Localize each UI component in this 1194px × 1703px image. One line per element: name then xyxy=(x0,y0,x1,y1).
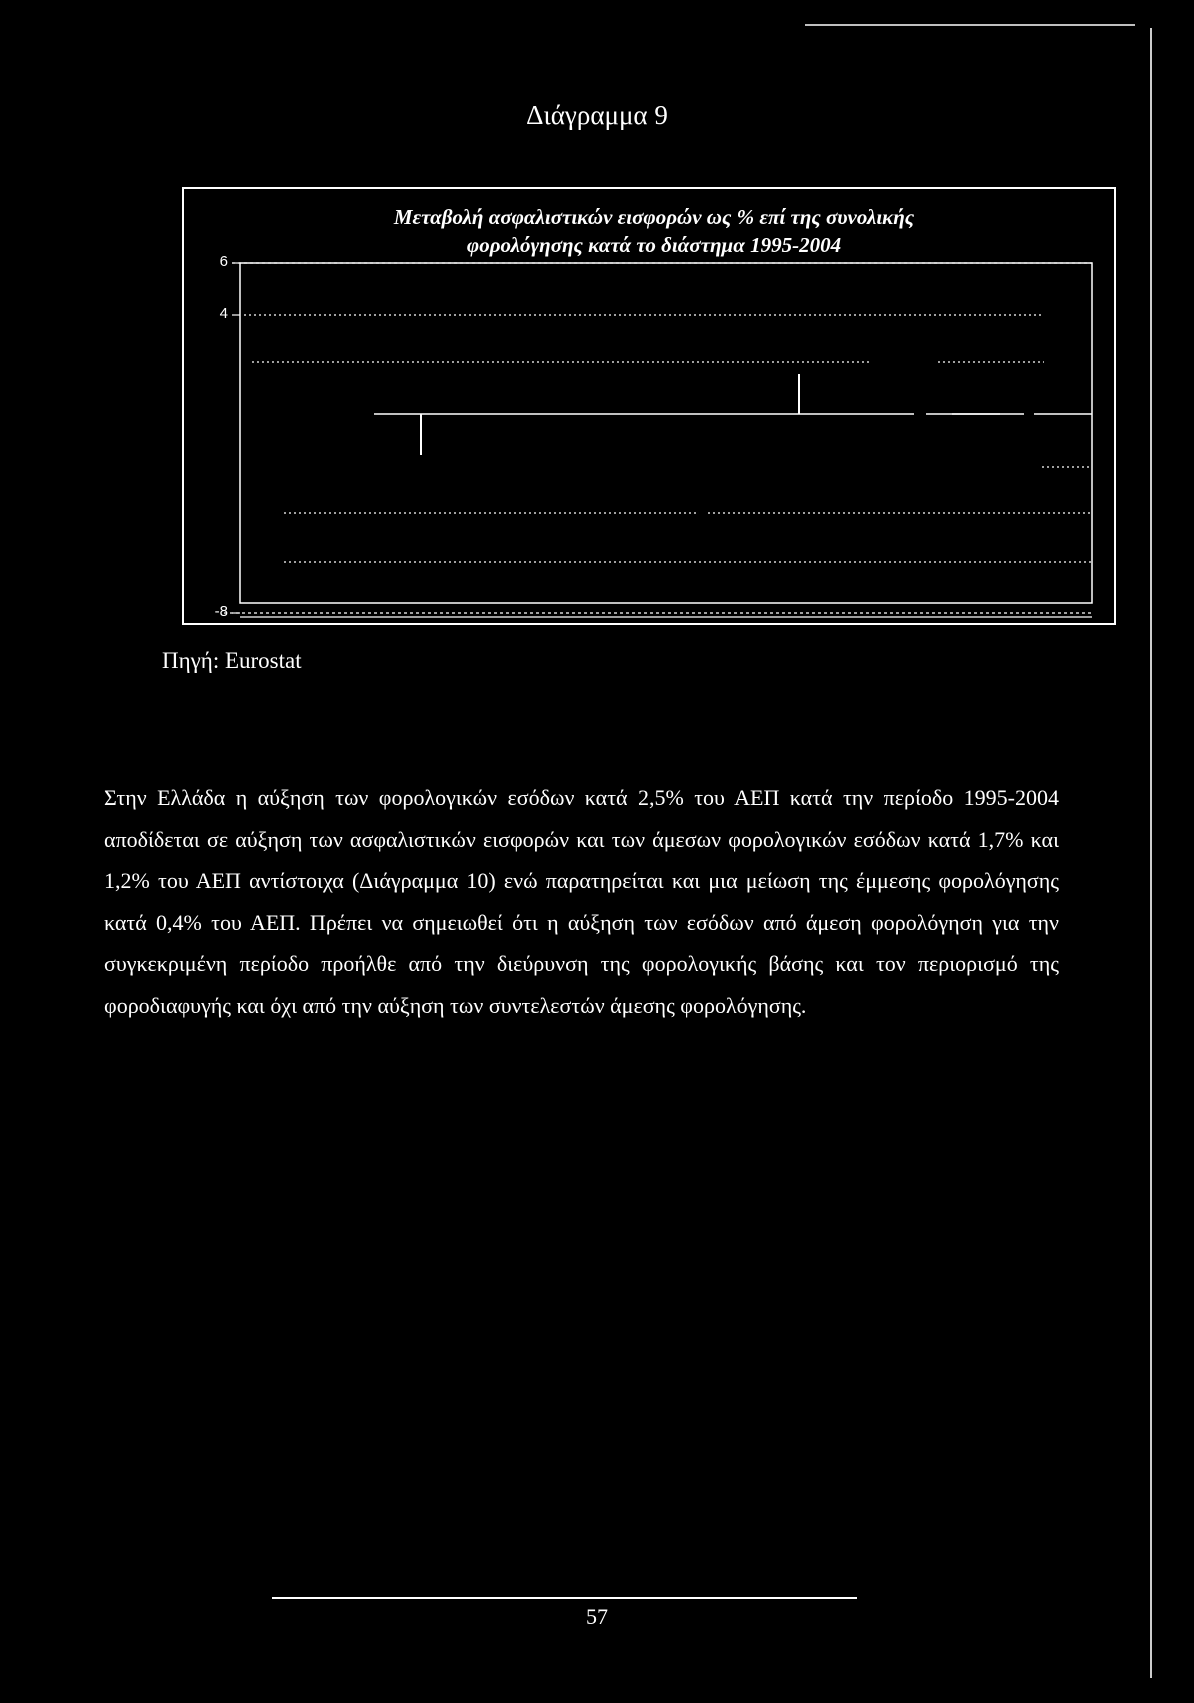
chart-title-line-2: φορολόγησης κατά το διάστημα 1995-2004 xyxy=(466,233,842,257)
top-rule xyxy=(805,24,1135,26)
y-tick-label: 4 xyxy=(219,305,228,322)
right-margin-rule xyxy=(1150,28,1152,1678)
chart-frame xyxy=(182,187,1116,625)
y-tick-label: -8 xyxy=(214,603,228,620)
body-paragraph: Στην Ελλάδα η αύξηση των φορολογικών εσόδων κατά 2,5% του ΑΕΠ κατά την περίοδο 1995-2004 αποδίδεται σε αύξηση των ασφαλιστικών εισφορών και των άμεσων φορολογικών εσόδων κατά 1,7% και 1,2% του ΑΕΠ αντίστοιχα (Διάγραμμα 10) ενώ παρατηρείται και μια μείωση της έμμεσης φορολόγησης κατά 0,4% του ΑΕΠ. Πρέπει να σημειωθεί ότι η αύξηση των εσόδων από άμεση φορολόγηση για την συγκεκριμένη περίοδο προήλθε από την διεύρυνση της φορολογικής βάσης και τον περιορισμό της φοροδιαφυγής και όχι από την αύξηση των συντελεστών άμεσης φορολόγησης. xyxy=(104,785,1059,1018)
plot-area xyxy=(240,263,1092,603)
page-number: 57 xyxy=(586,1604,608,1629)
figure-label: Διάγραμμα 9 xyxy=(526,100,668,130)
y-tick-label: 6 xyxy=(219,253,228,270)
source-note: Πηγή: Eurostat xyxy=(162,648,302,673)
chart-title xyxy=(304,203,1004,259)
chart-title-line-1: Μεταβολή ασφαλιστικών εισφορών ως % επί της συνολικής xyxy=(393,205,915,229)
footer-rule xyxy=(272,1597,857,1599)
